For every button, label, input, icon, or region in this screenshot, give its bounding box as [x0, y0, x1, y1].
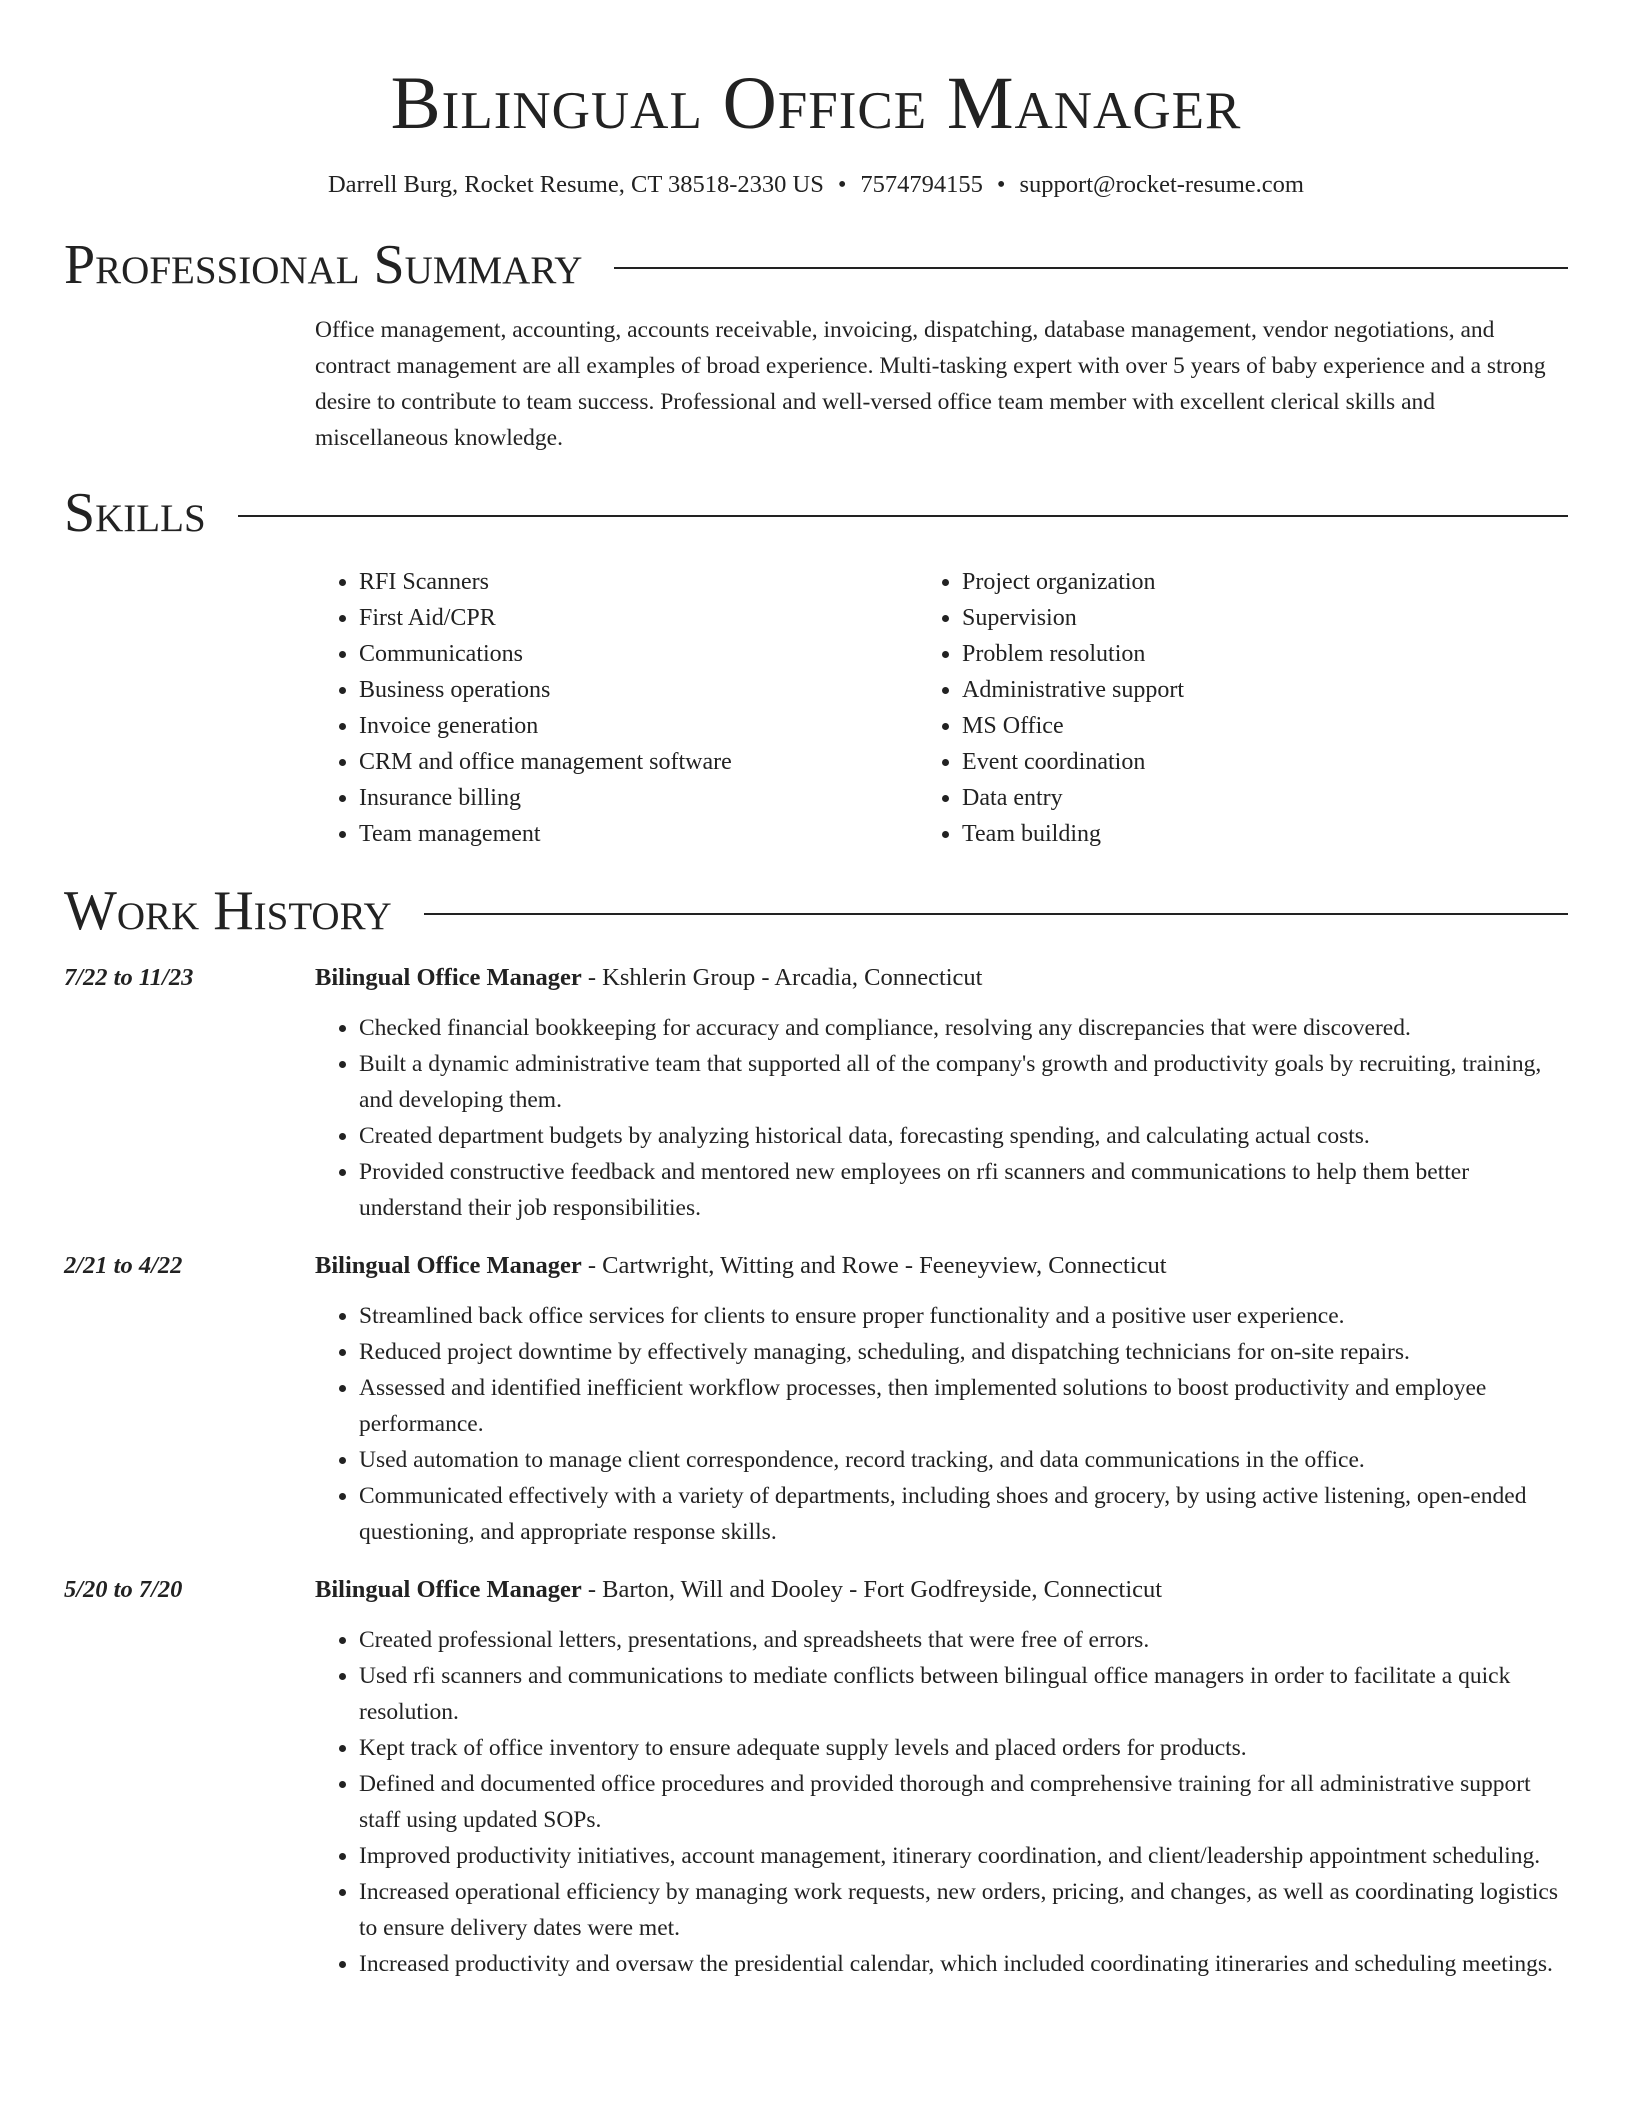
job-title-line — [315, 1248, 1568, 1284]
skill-item: • Team management — [359, 816, 918, 852]
job-bullet: • Streamlined back office services for clients to ensure proper functionality and a positive user experience. — [359, 1298, 1568, 1334]
job-bullet: • Improved productivity initiatives, account management, itinerary coordination, and client/leadership appointment scheduling. — [359, 1838, 1568, 1874]
skills-heading: Skills — [64, 482, 206, 544]
skills-column-right — [918, 564, 1568, 852]
contact-email: support@rocket-resume.com — [1019, 171, 1304, 198]
job-dates: 7/22 to 11/23 — [64, 964, 194, 991]
work-section-header — [64, 880, 1568, 942]
job-body — [315, 1572, 1568, 1982]
skills-column-left — [315, 564, 918, 852]
skill-item: • Event coordination — [962, 744, 1568, 780]
job-bullet: • Checked financial bookkeeping for accuracy and compliance, resolving any discrepancies that were discovered. — [359, 1010, 1568, 1046]
skills-section-header — [64, 482, 1568, 544]
skill-item: • MS Office — [962, 708, 1568, 744]
candidate-title: Bilingual Office Manager — [390, 62, 1242, 145]
job-title: Bilingual Office Manager — [315, 1576, 582, 1603]
skill-item: • Project organization — [962, 564, 1568, 600]
skill-item: • Business operations — [359, 672, 918, 708]
job-bullets — [315, 1622, 1568, 1982]
job-bullet: • Created department budgets by analyzing historical data, forecasting spending, and calculating actual costs. — [359, 1118, 1568, 1154]
skill-item: • Data entry — [962, 780, 1568, 816]
skill-item: • Invoice generation — [359, 708, 918, 744]
summary-heading: Professional Summary — [64, 234, 583, 296]
resume-page — [64, 0, 1568, 1982]
job-dates: 5/20 to 7/20 — [64, 1576, 183, 1603]
job-bullet: • Increased operational efficiency by managing work requests, new orders, pricing, and changes, as well as coordinating logistics to ensure delivery dates were met. — [359, 1874, 1568, 1946]
job-title-line — [315, 960, 1568, 996]
job-bullet: • Reduced project downtime by effectively managing, scheduling, and dispatching technicians for on-site repairs. — [359, 1334, 1568, 1370]
contact-separator: • — [837, 171, 847, 198]
section-divider — [424, 913, 1568, 915]
job-employer: - Kshlerin Group - Arcadia, Connecticut — [581, 964, 983, 991]
job-bullets — [315, 1298, 1568, 1550]
job-dates: 2/21 to 4/22 — [64, 1252, 183, 1279]
job-bullets — [315, 1010, 1568, 1226]
summary-section-header — [64, 234, 1568, 296]
skills-list — [315, 564, 1568, 852]
job-body — [315, 1248, 1568, 1550]
job-bullet: • Provided constructive feedback and mentored new employees on rfi scanners and communications to help them better understand their job responsibilities. — [359, 1154, 1568, 1226]
work-heading: Work History — [64, 880, 392, 942]
job-bullet: • Used rfi scanners and communications to mediate conflicts between bilingual office managers in order to facilitate a quick resolution. — [359, 1658, 1568, 1730]
contact-phone: 7574794155 — [860, 171, 983, 198]
contact-line — [64, 170, 1568, 200]
job-bullet: • Created professional letters, presentations, and spreadsheets that were free of errors. — [359, 1622, 1568, 1658]
job-entry — [64, 1248, 1568, 1550]
job-bullet: • Built a dynamic administrative team that supported all of the company's growth and productivity goals by recruiting, training, and developing them. — [359, 1046, 1568, 1118]
skill-item: • CRM and office management software — [359, 744, 918, 780]
skill-item: • Supervision — [962, 600, 1568, 636]
skill-item: • First Aid/CPR — [359, 600, 918, 636]
job-body — [315, 960, 1568, 1226]
skill-item: • Problem resolution — [962, 636, 1568, 672]
job-title: Bilingual Office Manager — [315, 1252, 582, 1279]
skill-item: • RFI Scanners — [359, 564, 918, 600]
job-bullet: • Defined and documented office procedures and provided thorough and comprehensive training for all administrative support staff using updated SOPs. — [359, 1766, 1568, 1838]
job-employer: - Barton, Will and Dooley - Fort Godfreyside, Connecticut — [581, 1576, 1163, 1603]
skill-item: • Administrative support — [962, 672, 1568, 708]
job-entry — [64, 960, 1568, 1226]
job-bullet: • Used automation to manage client correspondence, record tracking, and data communications in the office. — [359, 1442, 1568, 1478]
job-bullet: • Kept track of office inventory to ensure adequate supply levels and placed orders for products. — [359, 1730, 1568, 1766]
job-title-line — [315, 1572, 1568, 1608]
job-title: Bilingual Office Manager — [315, 964, 582, 991]
section-divider — [614, 267, 1568, 269]
job-entry — [64, 1572, 1568, 1982]
contact-separator: • — [996, 171, 1006, 198]
job-bullet: • Assessed and identified inefficient workflow processes, then implemented solutions to boost productivity and employee performance. — [359, 1370, 1568, 1442]
skill-item: • Team building — [962, 816, 1568, 852]
contact-address: Darrell Burg, Rocket Resume, CT 38518-2330 US — [327, 171, 824, 198]
job-bullet: • Increased productivity and oversaw the presidential calendar, which included coordinating itineraries and scheduling meetings. — [359, 1946, 1568, 1982]
section-divider — [238, 515, 1568, 517]
summary-text: Office management, accounting, accounts receivable, invoicing, dispatching, database management, vendor negotiations, and contract management are all examples of broad experience. Multi-tasking expert with over 5 years of baby experience and a strong desire to contribute to team success. Professional and well-versed office team member with excellent clerical skills and miscellaneous knowledge. — [315, 317, 1546, 451]
job-bullet: • Communicated effectively with a variety of departments, including shoes and grocery, by using active listening, open-ended questioning, and appropriate response skills. — [359, 1478, 1568, 1550]
skill-item: • Communications — [359, 636, 918, 672]
skill-item: • Insurance billing — [359, 780, 918, 816]
job-employer: - Cartwright, Witting and Rowe - Feeneyview, Connecticut — [581, 1252, 1167, 1279]
